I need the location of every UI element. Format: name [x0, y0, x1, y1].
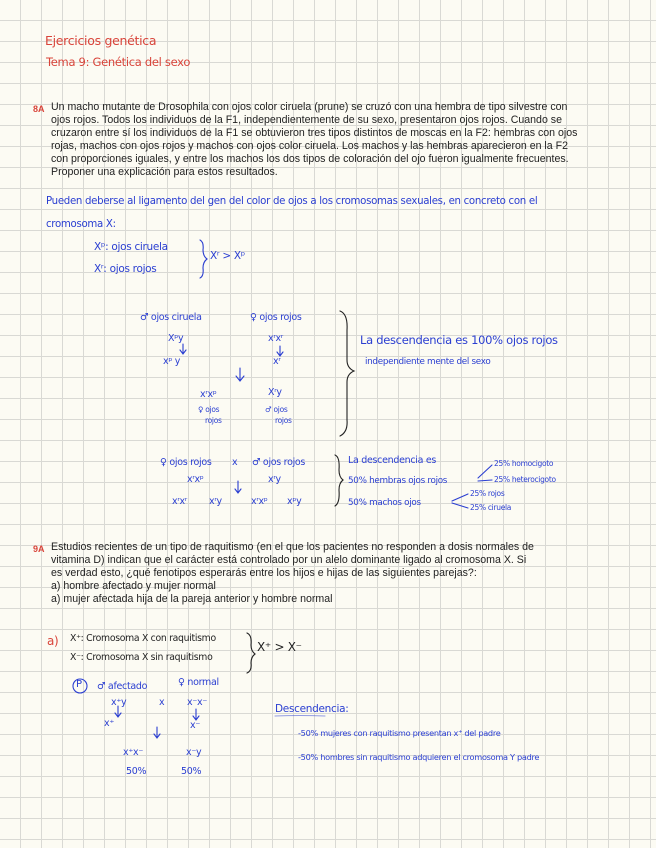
cross1-offspring-1-genotype: xʳxᵖ: [200, 389, 217, 400]
cross2-offspring-3: xʳxᵖ: [251, 496, 268, 507]
q9-line-2: vitamina D) indican que el carácter está controlado por un alelo dominante ligado al cromosoma X. Si: [51, 554, 527, 566]
cross1-male-genotype: Xᵖy: [168, 333, 184, 344]
q9-key-brace: [247, 633, 255, 673]
cross1-brace: [340, 311, 354, 436]
cross1-arrow-3: [180, 344, 186, 354]
q8-dominance: Xʳ > Xᵖ: [210, 250, 245, 262]
q9-allele-key-2: X⁻: Cromosoma X sin raquitismo: [70, 652, 213, 663]
cross1-female-gamete: xʳ: [273, 356, 281, 367]
q8-line-5: con proporciones iguales, y entre los machos los dos tipos de coloración del ojo fueron igualmente frecuentes.: [51, 153, 569, 165]
cross1-arrow-2: [277, 346, 283, 356]
page-subtitle: Tema 9: Genética del sexo: [46, 55, 191, 69]
cross2-result-homozygous: 25% homocigoto: [494, 459, 554, 468]
cross1-offspring-1-label: ♀ ojos: [198, 405, 220, 414]
cross2-fork-male-bottom: [452, 503, 468, 508]
q8-key-brace: [200, 240, 207, 278]
q9-offspring-1: x⁺x⁻: [123, 747, 144, 758]
q9-male-phenotype: ♂ afectado: [97, 681, 148, 692]
question-number-9: 9A: [33, 544, 45, 554]
cross1-female-genotype: xʳxʳ: [268, 333, 283, 344]
q8-line-3: cruzaron entre sí los individuos de la F1 se obtuvieron tres tipos distintos de moscas en la F2: hembras con ojos: [51, 127, 578, 139]
cross1-male-phenotype: ♂ ojos ciruela: [140, 312, 202, 323]
cross1-offspring-2-label-2: rojos: [275, 416, 292, 425]
cross1-offspring-1-label-2: rojos: [205, 416, 222, 425]
q9-line-5: a) mujer afectada hija de la pareja anterior y hombre normal: [51, 593, 333, 605]
cross2-male-phenotype: ♂ ojos rojos: [252, 457, 306, 468]
q8-line-1: Un macho mutante de Drosophila con ojos color ciruela (prune) se cruzó con una hembra de tipo silvestre con: [51, 101, 568, 113]
q9-offspring-line-1: -50% mujeres con raquitismo presentan x⁺ del padre: [298, 728, 501, 738]
page-title: Ejercicios genética: [45, 33, 157, 48]
q9-offspring-underline: [275, 716, 325, 717]
cross2-result-plum: 25% ciruela: [470, 503, 512, 512]
cross2-brace: [335, 455, 343, 506]
question-number-8: 8A: [33, 104, 45, 114]
cross2-result-males: 50% machos ojos: [348, 498, 421, 508]
q9-line-4: a) hombre afectado y mujer normal: [51, 580, 216, 592]
cross1-male-gametes: xᵖ y: [163, 356, 181, 367]
cross2-result-heterozygous: 25% heterocigoto: [494, 475, 556, 484]
q8-allele-key-1: Xᵖ: ojos ciruela: [94, 241, 168, 253]
q9-female-phenotype: ♀ normal: [178, 677, 219, 688]
q8-allele-key-2: Xʳ: ojos rojos: [94, 263, 157, 275]
cross1-arrow-1: [236, 368, 244, 381]
q9-arrow-3: [154, 727, 160, 738]
cross2-female-genotype: xʳxᵖ: [187, 474, 204, 485]
q9-female-gamete: x⁻: [190, 720, 201, 731]
q9-parental-label: P: [76, 679, 82, 690]
q9-parental-circle: [73, 679, 87, 693]
q9-line-3: es verdad esto, ¿qué fenotipos esperarás entre los hijos e hijas de las siguientes parejas?:: [51, 567, 477, 579]
cross2-result-red: 25% rojos: [470, 489, 505, 498]
cross2-fork-female-top: [478, 465, 492, 478]
q9-female-genotype: x⁻x⁻: [187, 697, 208, 708]
cross2-arrow: [235, 481, 241, 493]
q9-offspring-1-percent: 50%: [126, 766, 147, 777]
q9-offspring-title: Descendencia:: [275, 703, 349, 715]
q8-line-2: ojos rojos. Todos los individuos de la F1, independientemente de su sexo, presentaron ojos rojos. Cuando se: [51, 114, 562, 126]
q9-offspring-2: x⁻y: [186, 747, 202, 758]
cross2-fork-female-bottom: [478, 480, 492, 481]
q9-offspring-2-percent: 50%: [181, 766, 202, 777]
q9-cross-symbol: x: [159, 697, 165, 708]
q9-male-gamete: x⁺: [104, 718, 115, 729]
cross1-result-note: independiente mente del sexo: [365, 357, 491, 367]
cross2-cross-symbol: x: [232, 457, 238, 468]
cross2-male-genotype: xʳy: [268, 474, 281, 485]
q8-line-4: rojas, machos con ojos rojos y machos con ojos color ciruela. Los machos y las hembras aparecieron en la F2: [51, 140, 568, 152]
q8-answer-line-1: Pueden deberse al ligamento del gen del color de ojos a los cromosomas sexuales, en concreto con el: [46, 196, 538, 207]
cross1-offspring-2-genotype: Xʳy: [268, 387, 282, 398]
q9-line-1: Estudios recientes de un tipo de raquitismo (en el que los pacientes no responden a dosis normales de: [51, 541, 534, 553]
cross2-offspring-2: xʳy: [209, 496, 222, 507]
q8-answer-line-2: cromosoma X:: [46, 219, 116, 230]
cross2-fork-male-top: [452, 494, 468, 501]
cross1-female-phenotype: ♀ ojos rojos: [250, 312, 302, 323]
q9-allele-key-1: X⁺: Cromosoma X con raquitismo: [70, 633, 216, 644]
q9-arrow-2: [193, 709, 199, 720]
cross1-offspring-2-label: ♂ ojos: [265, 405, 288, 414]
q9-part-a-label: a): [47, 634, 59, 648]
q9-arrow-1: [115, 706, 121, 717]
q9-male-genotype: x⁺y: [111, 697, 127, 708]
cross2-result-title: La descendencia es: [348, 455, 437, 466]
q9-offspring-line-2: -50% hombres sin raquitismo adquieren el cromosoma Y padre: [298, 752, 540, 762]
cross1-result: La descendencia es 100% ojos rojos: [360, 333, 558, 347]
cross2-offspring-1: xʳxʳ: [172, 496, 187, 507]
cross2-female-phenotype: ♀ ojos rojos: [160, 457, 212, 468]
cross2-offspring-4: xᵖy: [287, 496, 302, 507]
cross2-result-females: 50% hembras ojos rojos: [348, 476, 448, 486]
q9-dominance: X⁺ > X⁻: [257, 640, 302, 654]
q8-line-6: Proponer una explicación para estos resultados.: [51, 166, 278, 178]
